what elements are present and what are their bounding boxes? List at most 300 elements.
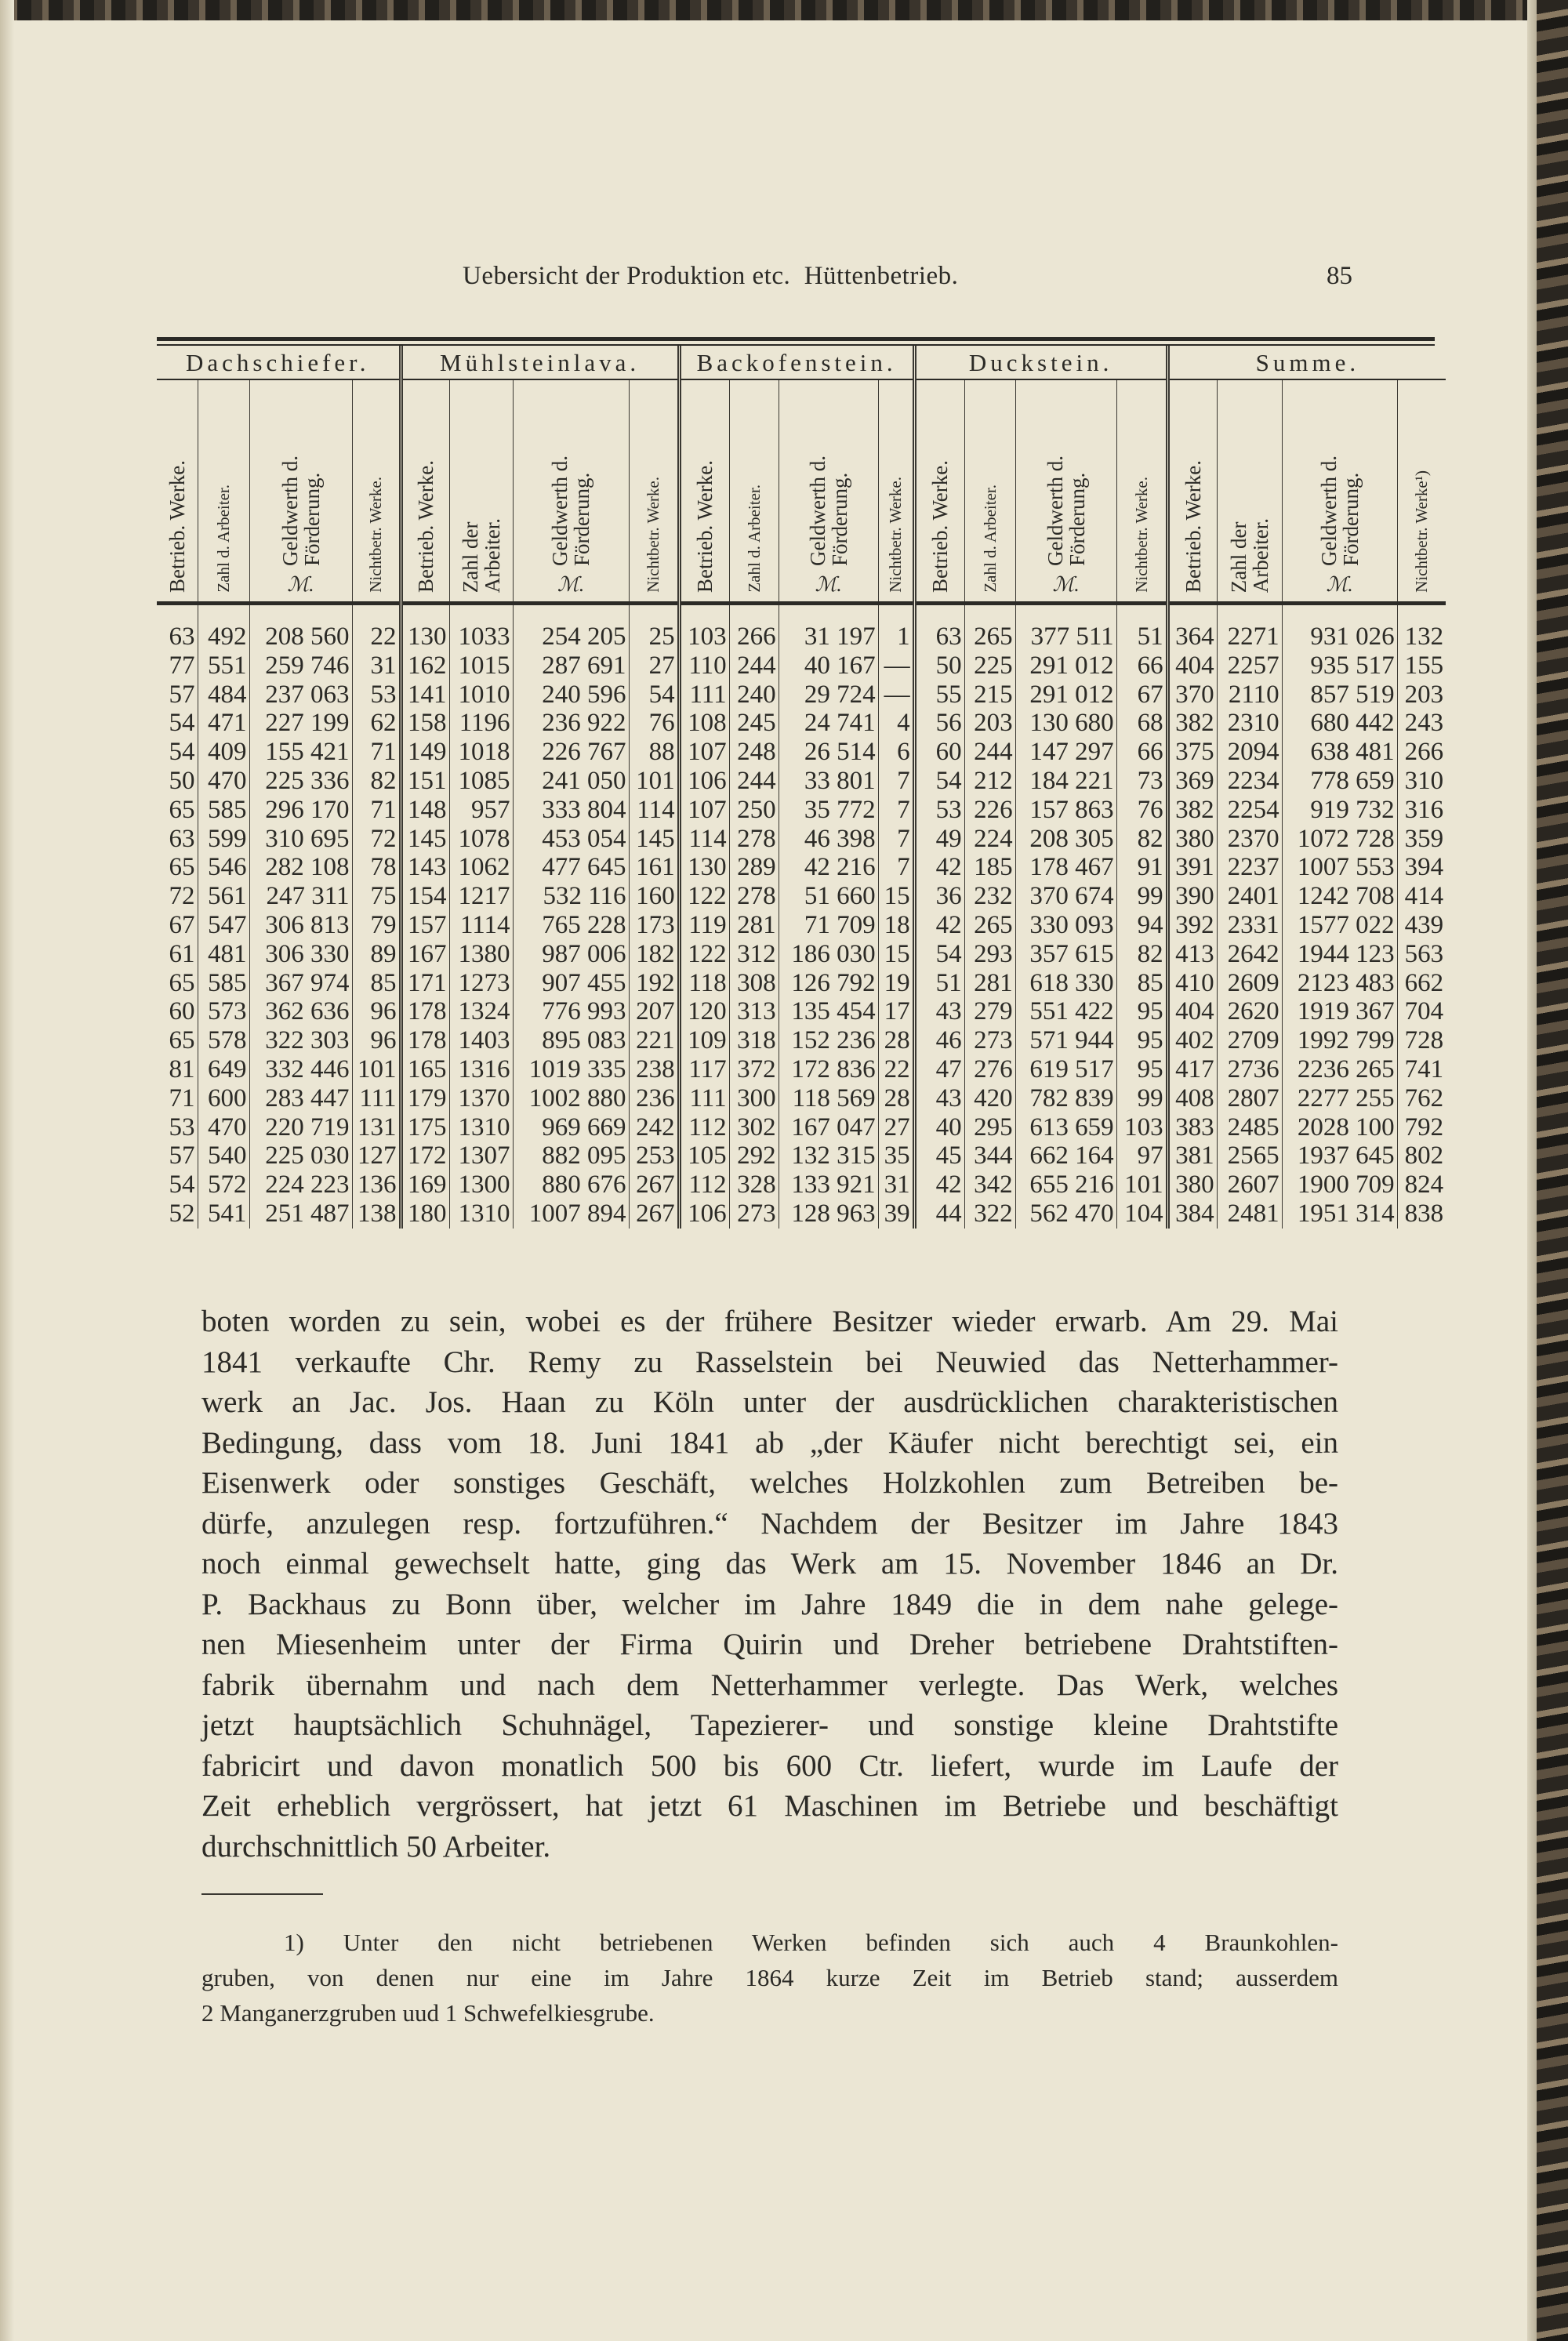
column-header <box>1167 379 1217 604</box>
table-cell: 244 <box>729 767 779 796</box>
table-cell: 381 <box>1167 1141 1217 1170</box>
table-cell: 82 <box>1116 825 1167 854</box>
table-cell: 62 <box>352 709 401 738</box>
table-cell: 310 695 <box>249 825 352 854</box>
table-cell: 157 <box>401 911 449 940</box>
table-cell: 43 <box>914 997 964 1026</box>
table-cell: 215 <box>964 681 1015 710</box>
table-cell: 77 <box>169 651 195 680</box>
column-header-label: Geldwerth d. Förderung. <box>1316 455 1363 566</box>
table-cell: 267 <box>629 1170 679 1200</box>
table-cell: 244 <box>964 738 1015 767</box>
body-text-line: Eisenwerk oder sonstiges Geschäft, welches Holzkohlen zum Betreiben be- <box>201 1466 1338 1500</box>
table-cell: 71 709 <box>779 911 878 940</box>
body-text-line: durchschnittlich 50 Arbeiter. <box>201 1829 551 1864</box>
table-cell: 573 <box>198 997 249 1026</box>
table-cell: 18 <box>878 911 914 940</box>
table-cell: 291 012 <box>1015 651 1116 681</box>
table-row <box>157 1084 1446 1113</box>
table-cell: 662 <box>1397 969 1446 998</box>
table-cell: 65 <box>169 968 195 997</box>
table-cell: 138 <box>352 1200 401 1229</box>
table-cell: 33 801 <box>779 767 878 796</box>
table-cell: 1010 <box>449 681 513 710</box>
table-cell: 55 <box>914 681 964 710</box>
table-cell: 792 <box>1397 1113 1446 1142</box>
table-cell: 1992 799 <box>1282 1026 1397 1055</box>
table-cell: 180 <box>401 1200 449 1229</box>
table-cell: 54 <box>169 709 195 738</box>
table-cell: 1310 <box>449 1200 513 1229</box>
table-cell: 182 <box>629 940 679 969</box>
table-cell: 145 <box>629 825 679 854</box>
table-row <box>157 681 1446 710</box>
table-cell: 322 <box>964 1200 1015 1229</box>
table-cell: 2237 <box>1217 853 1282 882</box>
table-cell: 291 012 <box>1015 681 1116 710</box>
table-cell: 42 <box>914 1170 964 1200</box>
table-cell: 147 297 <box>1015 738 1116 767</box>
table-cell: 241 050 <box>513 767 629 796</box>
table-cell: 1033 <box>449 604 513 651</box>
table-cell: 49 <box>914 825 964 854</box>
table-cell: 344 <box>964 1141 1015 1170</box>
table-cell: 1273 <box>449 969 513 998</box>
table-cell: 295 <box>964 1113 1015 1142</box>
table-cell: 289 <box>729 853 779 882</box>
table-cell: 167 047 <box>779 1113 878 1142</box>
table-cell: 477 645 <box>513 853 629 882</box>
footnote-line: gruben, von denen nur eine im Jahre 1864 kurze Zeit im Betrieb stand; ausserdem <box>201 1964 1338 1991</box>
table-cell: 1380 <box>449 940 513 969</box>
table-cell: 895 083 <box>513 1026 629 1055</box>
table-cell: 266 <box>729 604 779 651</box>
table-cell: 1316 <box>449 1055 513 1084</box>
table-cell: 36 <box>914 882 964 911</box>
table-cell: 95 <box>1116 997 1167 1026</box>
table-cell: 824 <box>1397 1170 1446 1200</box>
column-header <box>1397 379 1446 604</box>
table-cell: 67 <box>169 910 195 939</box>
table-cell: 82 <box>1116 940 1167 969</box>
table-cell: 160 <box>629 882 679 911</box>
table-cell: 362 636 <box>249 997 352 1026</box>
marbled-cover-edge <box>1537 0 1568 2341</box>
table-cell: 35 772 <box>779 796 878 825</box>
table-cell: 29 724 <box>779 681 878 710</box>
table-cell: 28 <box>878 1026 914 1055</box>
table-cell: 27 <box>878 1113 914 1142</box>
table-cell: 572 <box>198 1170 249 1200</box>
table-cell: 51 <box>914 969 964 998</box>
table-cell: 420 <box>964 1084 1015 1113</box>
column-header <box>964 379 1015 604</box>
table-cell: 46 398 <box>779 825 878 854</box>
table-cell: 224 <box>964 825 1015 854</box>
column-header-label: Betrieb. Werke. <box>928 459 953 593</box>
table-cell: 2565 <box>1217 1141 1282 1170</box>
currency-unit-mark: ℳ. <box>815 573 842 596</box>
table-cell: 133 921 <box>779 1170 878 1200</box>
data-table <box>157 346 1446 1229</box>
table-cell: 332 446 <box>249 1055 352 1084</box>
table-row <box>157 969 1446 998</box>
table-cell: 254 205 <box>513 604 629 651</box>
table-cell: 76 <box>1116 796 1167 825</box>
table-cell: 402 <box>1167 1026 1217 1055</box>
book-edge-top <box>0 0 1568 20</box>
table-cell: 63 <box>169 824 195 853</box>
table-cell: 857 519 <box>1282 681 1397 710</box>
table-cell: 141 <box>401 681 449 710</box>
table-cell: 207 <box>629 997 679 1026</box>
table-cell: 7 <box>878 767 914 796</box>
table-cell: 273 <box>729 1200 779 1229</box>
group-header-duckstein: Duckstein. <box>914 346 1167 379</box>
table-cell: 226 <box>964 796 1015 825</box>
table-cell: 99 <box>1116 1084 1167 1113</box>
table-cell: 232 <box>964 882 1015 911</box>
table-cell: 136 <box>352 1170 401 1200</box>
table-cell: 82 <box>352 767 401 796</box>
table-cell: 1015 <box>449 651 513 681</box>
table-cell: 2094 <box>1217 738 1282 767</box>
table-cell: 143 <box>401 853 449 882</box>
table-cell: 2485 <box>1217 1113 1282 1142</box>
table-cell: 704 <box>1397 997 1446 1026</box>
table-cell: 130 680 <box>1015 709 1116 738</box>
table-row <box>157 940 1446 969</box>
currency-unit-mark: ℳ. <box>1052 573 1080 596</box>
table-cell: 470 <box>198 767 249 796</box>
table-cell: 96 <box>352 1026 401 1055</box>
table-cell: 1324 <box>449 997 513 1026</box>
table-cell: 185 <box>964 853 1015 882</box>
table-cell: 186 030 <box>779 940 878 969</box>
table-cell: 1242 708 <box>1282 882 1397 911</box>
table-cell: 377 511 <box>1015 604 1116 651</box>
column-header <box>629 379 679 604</box>
table-cell: 328 <box>729 1170 779 1200</box>
table-cell: 484 <box>198 681 249 710</box>
table-cell: 237 063 <box>249 681 352 710</box>
column-header <box>1282 379 1397 604</box>
table-cell: 63 <box>169 622 195 651</box>
table-cell: 154 <box>401 882 449 911</box>
table-cell: 111 <box>679 1084 729 1113</box>
table-cell: 31 197 <box>779 604 878 651</box>
column-header-label: Geldwerth d. Förderung. <box>548 455 594 566</box>
body-text-line: werk an Jac. Jos. Haan zu Köln unter der ausdrücklichen charakteristischen <box>201 1385 1338 1419</box>
table-cell: 409 <box>198 738 249 767</box>
table-cell: 310 <box>1397 767 1446 796</box>
table-cell: 333 804 <box>513 796 629 825</box>
table-cell: 540 <box>198 1141 249 1170</box>
table-cell: 382 <box>1167 709 1217 738</box>
footnote <box>201 1925 1338 2031</box>
table-cell: 1951 314 <box>1282 1200 1397 1229</box>
table-cell: 175 <box>401 1113 449 1142</box>
table-cell: 130 <box>679 853 729 882</box>
column-header <box>249 379 352 604</box>
table-cell: 313 <box>729 997 779 1026</box>
column-header <box>914 379 964 604</box>
table-cell: 267 <box>629 1200 679 1229</box>
table-cell: 101 <box>629 767 679 796</box>
table-cell: 178 467 <box>1015 853 1116 882</box>
table-cell: 1078 <box>449 825 513 854</box>
table-cell: 278 <box>729 882 779 911</box>
table-cell: 1114 <box>449 911 513 940</box>
table-row <box>157 796 1446 825</box>
table-cell: 240 596 <box>513 681 629 710</box>
table-cell: 89 <box>352 940 401 969</box>
table-cell: 680 442 <box>1282 709 1397 738</box>
column-header-label: Zahl der Arbeiter. <box>458 517 504 593</box>
table-cell: 54 <box>914 767 964 796</box>
table-row <box>157 1200 1446 1229</box>
table-cell: 279 <box>964 997 1015 1026</box>
table-cell: 155 <box>1397 651 1446 681</box>
table-cell: 243 <box>1397 709 1446 738</box>
table-cell: 7 <box>878 853 914 882</box>
table-cell: 178 <box>401 997 449 1026</box>
table-cell: 935 517 <box>1282 651 1397 681</box>
table-cell: 108 <box>679 709 729 738</box>
table-row <box>157 709 1446 738</box>
column-header <box>157 379 198 604</box>
table-cell: 19 <box>878 969 914 998</box>
table-cell: 31 <box>878 1170 914 1200</box>
table-cell: 2123 483 <box>1282 969 1397 998</box>
table-cell: 342 <box>964 1170 1015 1200</box>
table-cell: 236 922 <box>513 709 629 738</box>
table-cell: 383 <box>1167 1113 1217 1142</box>
table-cell: 380 <box>1167 825 1217 854</box>
table-cell: 547 <box>198 911 249 940</box>
table-cell: 151 <box>401 767 449 796</box>
group-header-summe: Summe. <box>1167 346 1446 379</box>
table-cell: 244 <box>729 651 779 681</box>
table-cell: 111 <box>679 681 729 710</box>
table-cell: 65 <box>169 1026 195 1055</box>
table-cell: 15 <box>878 882 914 911</box>
table-cell: 765 228 <box>513 911 629 940</box>
table-cell: 2642 <box>1217 940 1282 969</box>
table-cell: 600 <box>198 1084 249 1113</box>
table-cell: 1007 894 <box>513 1200 629 1229</box>
table-cell: 111 <box>352 1084 401 1113</box>
table-cell: 987 006 <box>513 940 629 969</box>
table-cell: 308 <box>729 969 779 998</box>
table-cell: 128 963 <box>779 1200 878 1229</box>
column-header-label: Betrieb. Werke. <box>414 459 438 593</box>
table-cell: 375 <box>1167 738 1217 767</box>
table-cell: 52 <box>169 1199 195 1228</box>
column-header <box>679 379 729 604</box>
column-header <box>878 379 914 604</box>
table-cell: 306 330 <box>249 940 352 969</box>
table-cell: 1577 022 <box>1282 911 1397 940</box>
table-row <box>157 911 1446 940</box>
table-cell: 45 <box>914 1141 964 1170</box>
table-cell: 42 <box>914 911 964 940</box>
table-cell: 1919 367 <box>1282 997 1397 1026</box>
table-cell: 7 <box>878 796 914 825</box>
table-cell: 132 <box>1397 604 1446 651</box>
table-cell: 162 <box>401 651 449 681</box>
table-cell: 1018 <box>449 738 513 767</box>
body-text-line: P. Backhaus zu Bonn über, welcher im Jahre 1849 die in dem nahe gelege- <box>201 1587 1338 1621</box>
table-cell: 72 <box>352 825 401 854</box>
table-cell: 318 <box>729 1026 779 1055</box>
table-cell: 1310 <box>449 1113 513 1142</box>
table-cell: 838 <box>1397 1200 1446 1229</box>
table-cell: 225 <box>964 651 1015 681</box>
table-cell: 919 732 <box>1282 796 1397 825</box>
table-cell: 53 <box>169 1112 195 1141</box>
table-cell: — <box>878 651 914 681</box>
table-cell: 15 <box>878 940 914 969</box>
table-cell: 2609 <box>1217 969 1282 998</box>
table-cell: 95 <box>1116 1055 1167 1084</box>
table-cell: 413 <box>1167 940 1217 969</box>
table-cell: 1403 <box>449 1026 513 1055</box>
table-cell: 57 <box>169 1141 195 1170</box>
running-head <box>157 262 1435 293</box>
table-cell: 105 <box>679 1141 729 1170</box>
table-cell: 240 <box>729 681 779 710</box>
table-row <box>157 738 1446 767</box>
table-cell: 51 660 <box>779 882 878 911</box>
column-header-label: Zahl der Arbeiter. <box>1226 517 1272 593</box>
table-cell: 312 <box>729 940 779 969</box>
column-header-label: Geldwerth d. Förderung. <box>1043 455 1089 566</box>
table-cell: 78 <box>352 853 401 882</box>
column-header <box>1217 379 1282 604</box>
table-cell: 60 <box>169 997 195 1026</box>
table-cell: 97 <box>1116 1141 1167 1170</box>
table-cell: 404 <box>1167 651 1217 681</box>
column-header-label: Betrieb. Werke. <box>165 459 189 593</box>
table-cell: 655 216 <box>1015 1170 1116 1200</box>
table-cell: 61 <box>169 939 195 968</box>
table-cell: 776 993 <box>513 997 629 1026</box>
table-cell: 56 <box>914 709 964 738</box>
table-cell: 242 <box>629 1113 679 1142</box>
table-cell: 248 <box>729 738 779 767</box>
table-cell: 880 676 <box>513 1170 629 1200</box>
table-cell: 31 <box>352 651 401 681</box>
table-cell: 247 311 <box>249 882 352 911</box>
table-cell: 107 <box>679 796 729 825</box>
table-cell: 71 <box>352 796 401 825</box>
column-header <box>449 379 513 604</box>
table-cell: 54 <box>169 738 195 767</box>
table-cell: 212 <box>964 767 1015 796</box>
column-header-label: Geldwerth d. Förderung. <box>805 455 851 566</box>
table-cell: 2257 <box>1217 651 1282 681</box>
table-cell: 439 <box>1397 911 1446 940</box>
table-cell: 76 <box>629 709 679 738</box>
table-cell: 68 <box>1116 709 1167 738</box>
table-cell: 131 <box>352 1113 401 1142</box>
footnote-line: 1) Unter den nicht betriebenen Werken befinden sich auch 4 Braunkohlen- <box>284 1929 1338 1956</box>
table-cell: 562 470 <box>1015 1200 1116 1229</box>
table-cell: 391 <box>1167 853 1217 882</box>
table-cell: 1019 335 <box>513 1055 629 1084</box>
table-cell: 17 <box>878 997 914 1026</box>
column-header-label: Zahl d. Arbeiter. <box>980 485 1000 593</box>
table-cell: 47 <box>914 1055 964 1084</box>
table-cell: 1944 123 <box>1282 940 1397 969</box>
table-cell: 192 <box>629 969 679 998</box>
table-cell: 2110 <box>1217 681 1282 710</box>
table-cell: 1217 <box>449 882 513 911</box>
table-cell: 302 <box>729 1113 779 1142</box>
table-cell: 414 <box>1397 882 1446 911</box>
table-cell: 71 <box>169 1083 195 1112</box>
table-cell: 54 <box>629 681 679 710</box>
table-row <box>157 767 1446 796</box>
table-cell: 225 030 <box>249 1141 352 1170</box>
page-number: 85 <box>1327 262 1352 290</box>
table-cell: 40 167 <box>779 651 878 681</box>
table-cell: 132 315 <box>779 1141 878 1170</box>
table-row <box>157 1026 1446 1055</box>
table-cell: 741 <box>1397 1055 1446 1084</box>
table-cell: 184 221 <box>1015 767 1116 796</box>
table-cell: 251 487 <box>249 1200 352 1229</box>
running-head-title: Uebersicht der Produktion etc. Hüttenbetrieb. <box>463 262 959 290</box>
table-cell: 563 <box>1397 940 1446 969</box>
table-cell: 907 455 <box>513 969 629 998</box>
table-cell: 96 <box>352 997 401 1026</box>
table-cell: 417 <box>1167 1055 1217 1084</box>
group-header-dachschiefer: Dachschiefer. <box>157 346 401 379</box>
table-cell: 71 <box>352 738 401 767</box>
table-cell: 28 <box>878 1084 914 1113</box>
table-cell: 541 <box>198 1200 249 1229</box>
table-cell: 245 <box>729 709 779 738</box>
column-header <box>779 379 878 604</box>
table-cell: 75 <box>352 882 401 911</box>
table-cell: 2481 <box>1217 1200 1282 1229</box>
table-cell: 81 <box>169 1054 195 1083</box>
table-cell: 65 <box>169 795 195 824</box>
table-cell: 103 <box>679 604 729 651</box>
column-header-label: Zahl d. Arbeiter. <box>744 485 764 593</box>
body-text-line: boten worden zu sein, wobei es der frühere Besitzer wieder erwarb. Am 29. Mai <box>201 1305 1338 1338</box>
table-cell: 169 <box>401 1170 449 1200</box>
table-cell: 57 <box>169 680 195 709</box>
table-cell: 72 <box>169 882 195 911</box>
table-cell: 278 <box>729 825 779 854</box>
body-text-line: jetzt hauptsächlich Schuhnägel, Tapezierer- und sonstige kleine Drahtstifte <box>201 1708 1338 1742</box>
table-cell: 161 <box>629 853 679 882</box>
table-cell: 24 741 <box>779 709 878 738</box>
table-cell: 599 <box>198 825 249 854</box>
table-cell: 2254 <box>1217 796 1282 825</box>
table-cell: 22 <box>878 1055 914 1084</box>
table-top-rule <box>157 337 1435 341</box>
table-cell: 253 <box>629 1141 679 1170</box>
table-cell: 2271 <box>1217 604 1282 651</box>
table-cell: 63 <box>914 604 964 651</box>
body-text-line: nen Miesenheim unter der Firma Quirin und Dreher betriebene Drahtstiften- <box>201 1628 1338 1661</box>
table-cell: 369 <box>1167 767 1217 796</box>
table-row <box>157 1113 1446 1142</box>
